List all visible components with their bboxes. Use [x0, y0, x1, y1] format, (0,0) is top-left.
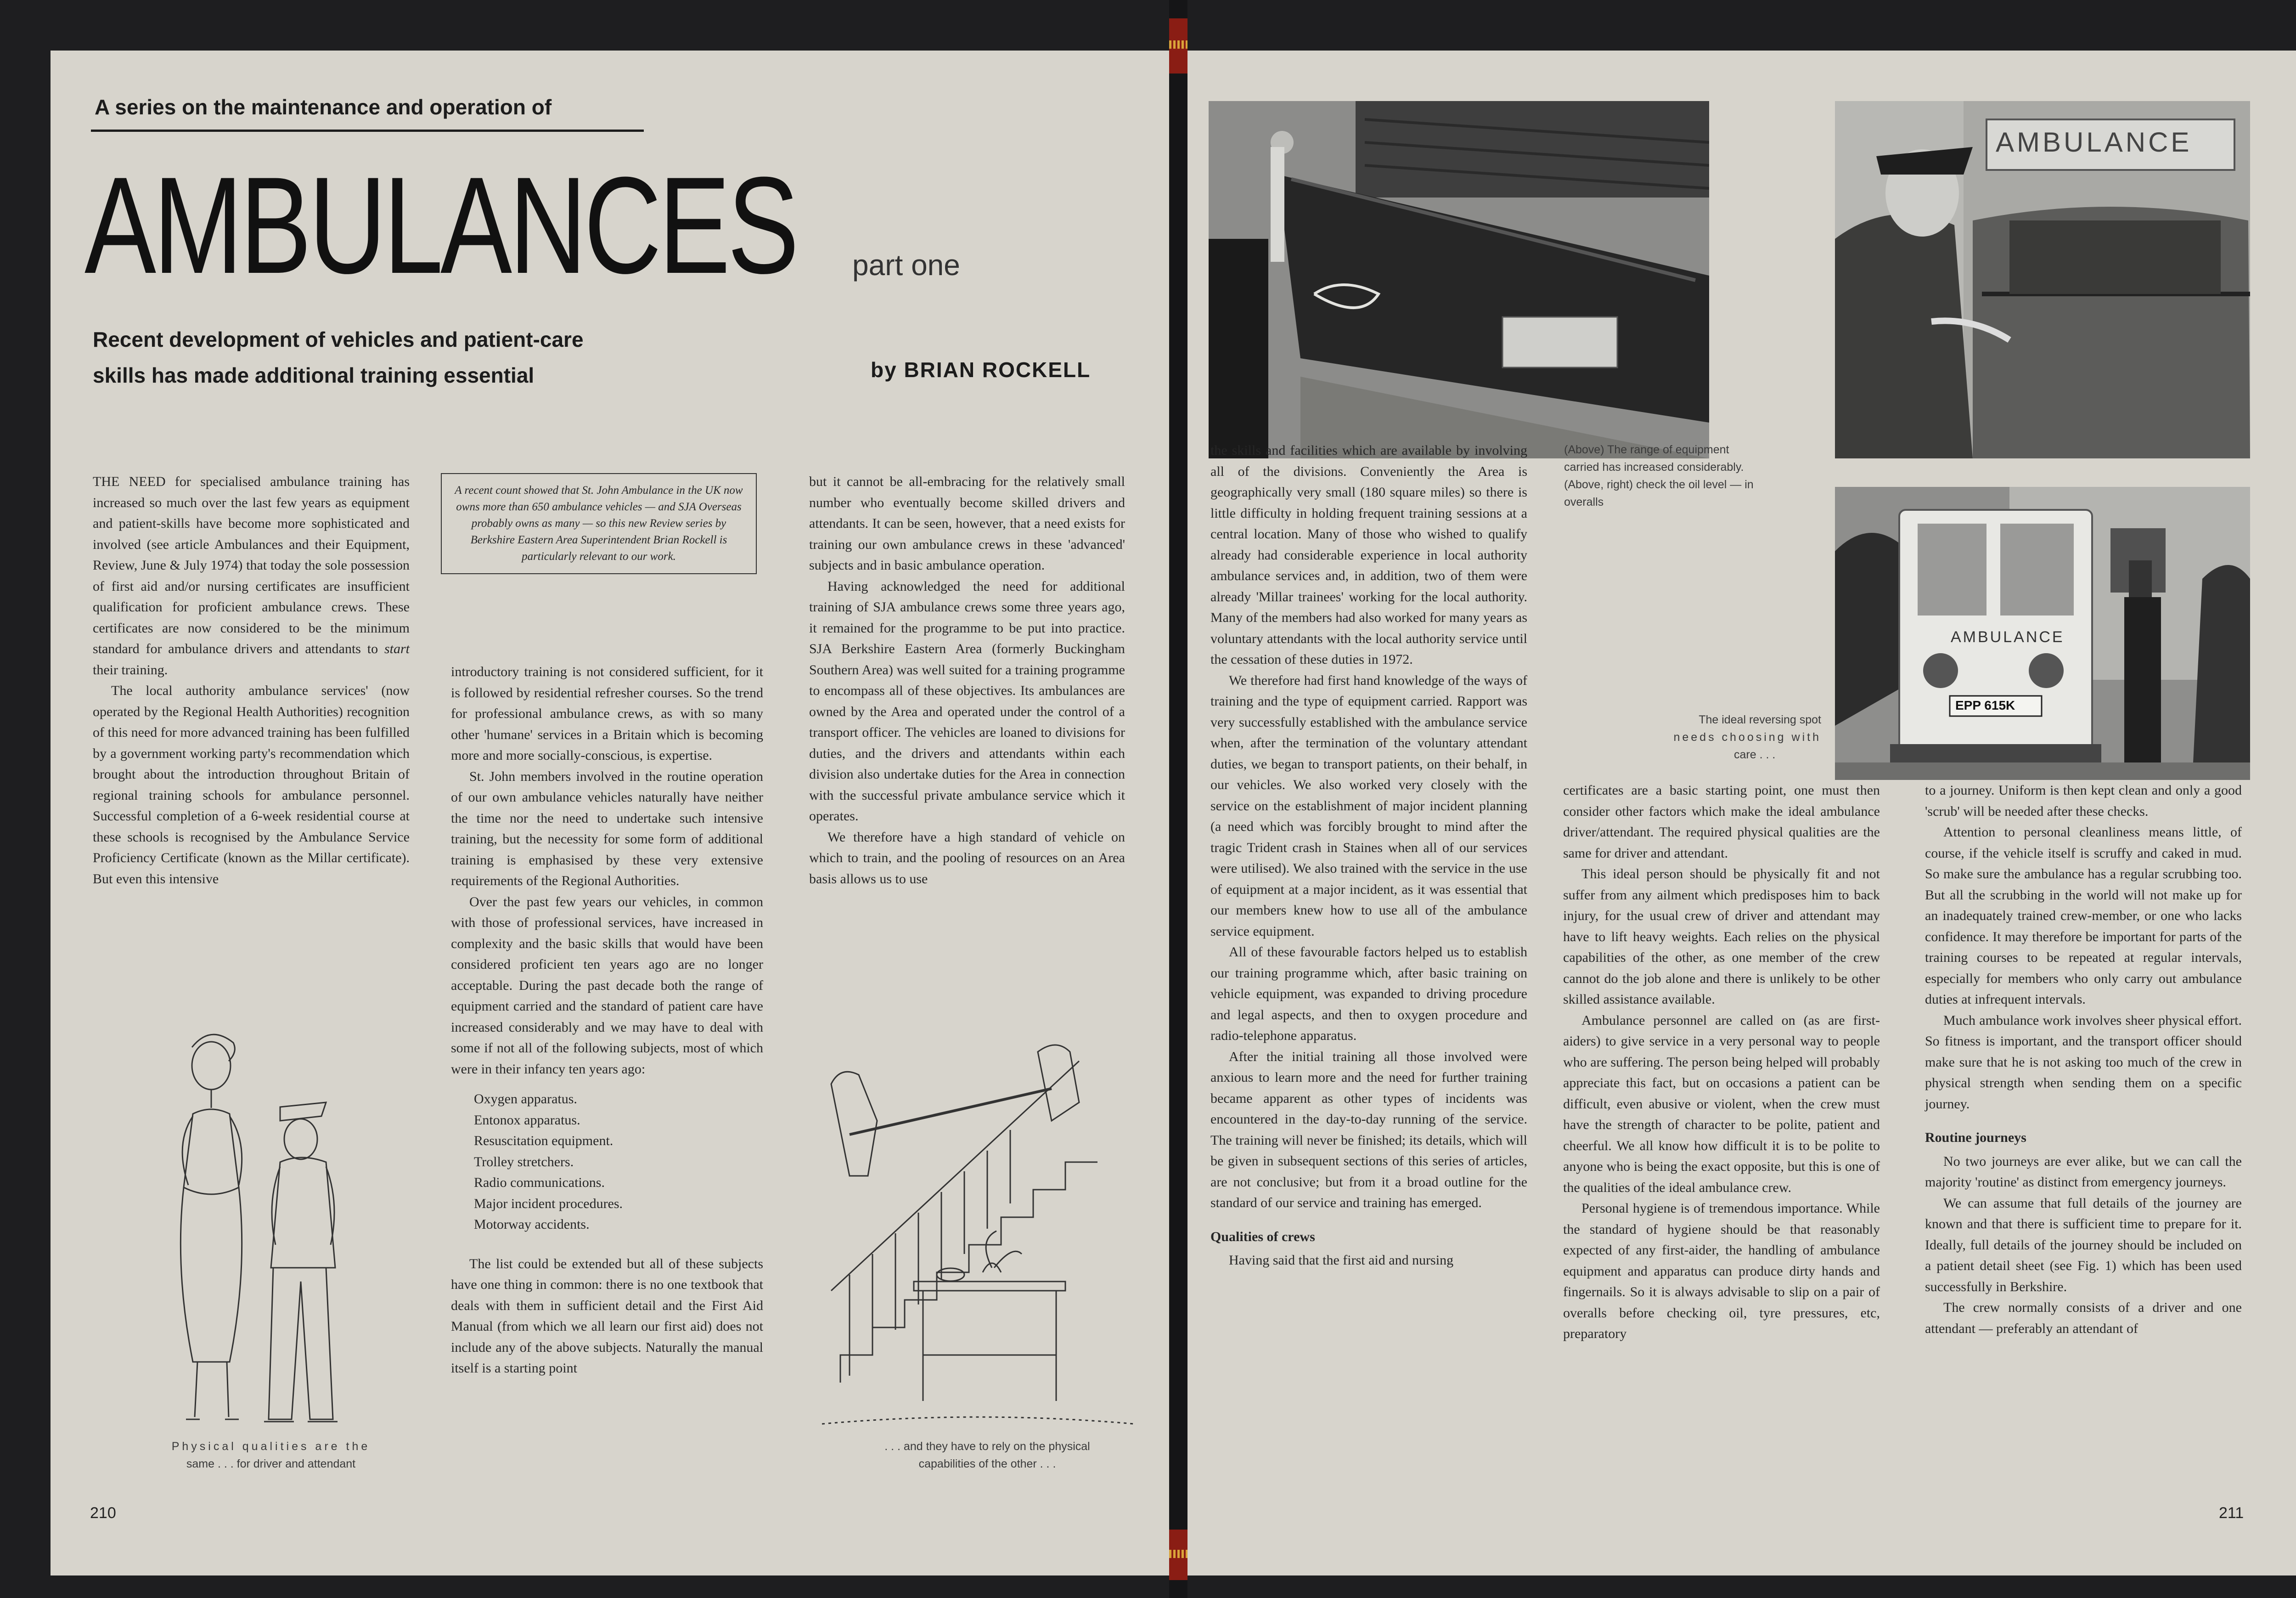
paragraph: We therefore have a high standard of vehicle on which to train, and the pooling of resources on an Area basis allows us to use — [809, 829, 1125, 887]
list-item: Resuscitation equipment. — [474, 1133, 613, 1148]
paragraph: Over the past few years our vehicles, in common with those of professional services, have increased in complexity and the basic skills that would have been considered proficient ten years ago are no longer acceptable. During the past decade both the range of equipment carried and the standard of patient care have increased considerably and we may have to deal with some if not all of the following subjects, most of which were in their infancy ten years ago: — [451, 894, 763, 1077]
caption-crew — [156, 1438, 386, 1473]
man-cap — [280, 1102, 326, 1121]
paragraph: We therefore had first hand knowledge of the ways of training and the type of equipment carried. Rapport was very successfully established with the ambulance service when, after the termination of the voluntary attendant duties, we began to transport patients, on their behalf, in our vehicles. We also worked very closely with the service on the establishment of major incident planning (a need which was forcibly brought to mind after the tragic Trident crash in Staines when all of our services were utilised). We also trained with the service in the use of equipment at a major incident, as it was essential that our members knew how to use all of the ambulance service equipment. — [1210, 672, 1527, 939]
van-label: AMBULANCE — [1951, 628, 2065, 646]
paragraph: We can assume that full details of the journey are known and that there is sufficient time to prepare for it. Ideally, full details of the journey should be included on a patient detail sheet (see Fig. 1) which has been used successfully in Berkshire. — [1925, 1195, 2242, 1294]
woman-legs — [186, 1362, 239, 1419]
right-page — [1187, 51, 2296, 1575]
left-column-2 — [451, 661, 763, 1379]
woman-torso — [184, 1090, 239, 1194]
caption-line: The ideal reversing spot — [1699, 713, 1821, 726]
man-arms — [272, 1167, 334, 1245]
staircase — [840, 1162, 1097, 1383]
subjects-list — [474, 1089, 763, 1235]
paragraph: Ambulance personnel are called on (as are first-aiders) to give service in a very personal way to people who are suffering. The person being helped will probably appreciate this fact, but on occasions a patient can be difficult, even abusive or violent, when the crew must have the strength of character to be polite, patient and cheerful. We all know how difficult it is to be polite to anyone who is being the exact opposite, but this is one of the qualities of the ideal ambulance crew. — [1563, 1012, 1880, 1195]
paragraph: introductory training is not considered sufficient, for it is followed by residential refresher courses. So the trend for professional ambulance crews, as with so many other 'humane' services in a Britain which is becoming more and more socially-conscious, is expertise. — [451, 664, 763, 763]
paragraph — [93, 471, 410, 680]
photo-ambulance-van — [1835, 487, 2250, 780]
man-jacket — [271, 1158, 335, 1268]
woman-head — [192, 1042, 231, 1090]
deck-line-1: Recent development of vehicles and patient-care — [93, 328, 584, 351]
subhead-routine: Routine journeys — [1925, 1130, 2026, 1145]
headline: AMBULANCES — [84, 148, 797, 302]
caption-line: same . . . for driver and attendant — [186, 1457, 356, 1470]
crew-illustration — [142, 1015, 363, 1451]
stairs-illustration — [822, 1033, 1134, 1447]
caption-line: needs choosing with — [1673, 731, 1821, 744]
man-head — [284, 1119, 317, 1159]
paragraph: Having said that the first aid and nursing — [1229, 1253, 1454, 1268]
stretcher-bearer-2 — [1038, 1045, 1079, 1121]
photo-stretcher — [1209, 101, 1709, 458]
paragraph: St. John members involved in the routine operation of our own ambulance vehicles naturally have neither the time nor the need to undertake such intensive training, but the necessity for some form of additional training is emphasised by these very extensive requirements of the Regional Authorities. — [451, 768, 763, 888]
right-column-2 — [1563, 780, 1880, 1344]
paragraph: No two journeys are ever alike, but we can call the majority 'routine' as distinct from emergency journeys. — [1925, 1153, 2242, 1190]
left-column-1 — [93, 471, 410, 889]
woman-skirt — [180, 1187, 242, 1362]
caption-line: overalls — [1564, 496, 1604, 508]
page-number: 211 — [2219, 1504, 2244, 1522]
caption-line: (Above, right) check the oil level — in — [1564, 478, 1754, 491]
deck-line-2: skills has made additional training essential — [93, 363, 535, 387]
caption-reversing — [1647, 711, 1821, 763]
kicker-rule — [91, 130, 644, 132]
pot-plant — [983, 1231, 1022, 1272]
subhead-qualities: Qualities of crews — [1210, 1229, 1315, 1244]
caption-line: Physical qualities are the — [171, 1440, 371, 1453]
binding-top — [1169, 18, 1187, 73]
list-item: Motorway accidents. — [474, 1217, 590, 1232]
caption-equipment — [1564, 441, 1784, 511]
paragraph: The crew normally consists of a driver and one attendant — preferably an attendant of — [1925, 1300, 2242, 1336]
right-column-1 — [1210, 440, 1527, 1271]
photo-sign-text: AMBULANCE — [1996, 127, 2192, 158]
paragraph: certificates are a basic starting point, one must then consider other factors which make the ideal ambulance driver/attendant. The required physical qualities are the same for driver and attendant. — [1563, 783, 1880, 861]
deck — [93, 322, 584, 393]
paragraph: All of these favourable factors helped us to establish our training programme which, after basic training on vehicle equipment, was expanded to driving procedure and legal aspects, and then to oxygen procedure and radio-telephone apparatus. — [1210, 944, 1527, 1043]
left-page — [51, 51, 1169, 1575]
paragraph: but it cannot be all-embracing for the relatively small number who eventually become skilled drivers and attendants. It can be seen, however, that a need exists for training our own ambulance crews in these 'advanced' subjects and in basic ambulance operation. — [809, 474, 1125, 573]
sidebar-box: A recent count showed that St. John Ambulance in the UK now owns more than 650 ambulance vehicles — and SJA Overseas probably owns as many — so this new Review series by Berkshire Eastern Area Superintendent Brian Rockell is particularly relevant to our work. — [441, 473, 757, 574]
paragraph: The list could be extended but all of these subjects have one thing in common: there is no one textbook that deals with them in sufficient detail and the First Aid Manual (from which we all learn our first aid) does not include any of the above subjects. Naturally the manual itself is a starting point — [451, 1256, 763, 1376]
list-item: Radio communications. — [474, 1175, 605, 1190]
man-trousers — [269, 1268, 333, 1419]
list-item: Major incident procedures. — [474, 1196, 623, 1211]
byline: by BRIAN ROCKELL — [871, 358, 1091, 382]
binding-bottom — [1169, 1530, 1187, 1580]
book-gutter — [1169, 0, 1187, 1598]
paragraph-text: THE NEED for specialised ambulance training has increased so much over the last few years as equipment and patient-skills have become more sophisticated and involved (see article Ambulances and their Equipment, Review, June & July 1974) that today the sole possession of first aid and/or nursing certificates are insufficient qualification for proficient ambulance crews. These certificates are now considered to be the minimum standard for ambulance drivers and attendants to — [93, 474, 410, 656]
stretcher — [850, 1089, 1052, 1135]
caption-line: care . . . — [1734, 748, 1776, 761]
emphasis: start — [384, 641, 410, 656]
photo-stretcher-image — [1209, 101, 1709, 458]
page-number: 210 — [90, 1504, 116, 1522]
list-item: Entonox apparatus. — [474, 1112, 580, 1128]
left-column-3 — [809, 471, 1125, 889]
caption-line: (Above) The range of equipment — [1564, 443, 1729, 456]
floor-rug — [822, 1417, 1134, 1424]
paragraph: After the initial training all those involved were anxious to learn more and the need for further training became apparent as other types of incidents was encountered in the day-to-day running of the service. The training will never be finished; its details, which will be given in subsequent sections of this series of articles, are not conclusive; but from it a broad outline for the standard of our service and training has emerged. — [1210, 1049, 1527, 1210]
paragraph: Having acknowledged the need for additional training of SJA ambulance crews some three years ago, it remained for the programme to be put into practice. SJA Berkshire Eastern Area (formerly Buckingham Southern Area) was well suited for a training programme to encompass all of these objectives. Its ambulances are owned by the Area and operated under the control of a transport officer. The vehicles are loaned to divisions for duties, and the drivers and attendants within each division also undertake duties for the Area in connection with the successful private ambulance service which it operates. — [809, 578, 1125, 824]
caption-line: . . . and they have to rely on the physical — [884, 1440, 1090, 1453]
list-item: Trolley stretchers. — [474, 1154, 574, 1169]
paragraph: the skills and facilities which are available by involving all of the divisions. Conveniently the Area is geographically very small (180 square miles) so there is little difficulty in holding frequent training sessions at a central location. Many of those who wished to qualify already had considerable experience in local authority ambulance services and, in addition, two of them were already 'Millar trainees' working for the local authority. Many of the members had also worked for many years as voluntary attendants with the local authority service until the cessation of these duties in 1972. — [1210, 443, 1527, 667]
caption-stairs — [827, 1438, 1148, 1473]
list-item: Oxygen apparatus. — [474, 1091, 577, 1107]
stretcher-bearer-1 — [831, 1072, 877, 1176]
paragraph: to a journey. Uniform is then kept clean and only a good 'scrub' will be needed after these checks. — [1925, 783, 2242, 819]
paragraph: The local authority ambulance services' (now operated by the Regional Health Authorities) recognition of this need for more advanced training has been fulfilled by a government working party's recommendation which brought about the introduction throughout Britain of regional training schools for ambulance personnel. Successful completion of a 6-week residential course at these schools is recognised by the Ambulance Service Proficiency Certificate (known as the Millar certificate). But even this intensive — [93, 683, 410, 887]
paragraph: Much ambulance work involves sheer physical effort. So fitness is important, and the transport officer should make sure that he is not asking too much of the crew in physical strength when sending them on a specific journey. — [1925, 1012, 2242, 1112]
paragraph: This ideal person should be physically fit and not suffer from any ailment which predisposes him to back injury, for the usual crew of driver and attendant may have to lift heavy weights. Each relies on the physical capabilities of the other, as one member of the crew cannot do the job alone and there is unlikely to be other skilled assistance available. — [1563, 866, 1880, 1007]
paragraph: Personal hygiene is of tremendous importance. While the standard of hygiene should be that reasonably expected of any first-aider, the handling of ambulance equipment and apparatus can produce dirty hands and fingernails. So it is always advisable to slip on a pair of overalls before checking oil, tyre pressures, etc, preparatory — [1563, 1201, 1880, 1341]
photo-oil-check — [1835, 101, 2250, 458]
right-column-3 — [1925, 780, 2242, 1339]
series-kicker: A series on the maintenance and operation of — [95, 95, 552, 119]
caption-line: carried has increased considerably. — [1564, 461, 1744, 474]
part-label: part one — [852, 248, 960, 282]
paragraph: Attention to personal cleanliness means little, of course, if the vehicle itself is scruffy and caked in mud. So make sure the ambulance has a regular scrubbing too. But all the scrubbing in the world will not make up for an inadequately trained crew-member, or one who lacks confidence. It may therefore be important for parts of the training courses to be repeated at regular intervals, especially for members who only carry out ambulance duties at infrequent intervals. — [1925, 824, 2242, 1007]
paragraph-text: their training. — [93, 662, 168, 678]
caption-line: capabilities of the other . . . — [918, 1457, 1056, 1470]
van-plate: EPP 615K — [1955, 698, 2015, 712]
